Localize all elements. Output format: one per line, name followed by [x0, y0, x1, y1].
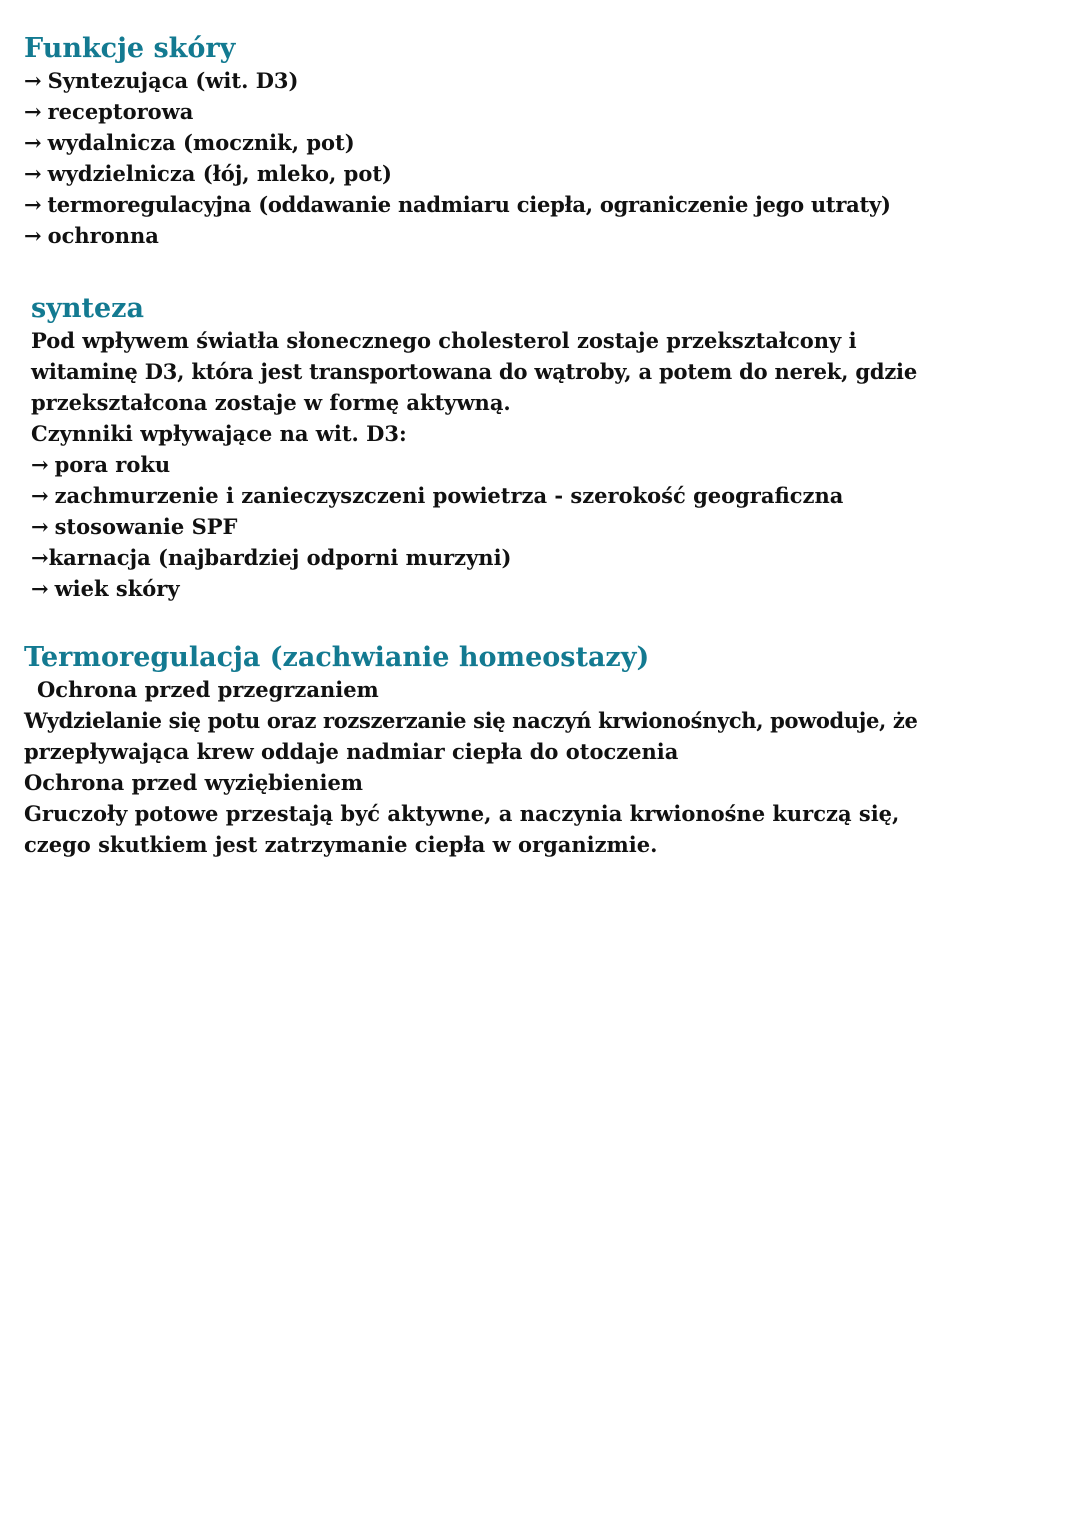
list-item-text: pora roku — [54, 452, 171, 477]
skin-functions-list — [24, 65, 1080, 251]
arrow-right-icon: → — [24, 161, 42, 186]
arrow-right-icon: → — [31, 514, 49, 539]
list-item-text: Syntezująca (wit. D3) — [47, 68, 299, 93]
paragraph-line: czego skutkiem jest zatrzymanie ciepła w organizmie. — [24, 832, 658, 857]
list-item — [24, 127, 1080, 158]
list-item-text: ochronna — [47, 223, 159, 248]
list-item — [31, 511, 1080, 542]
list-item — [31, 480, 1080, 511]
list-item-text: receptorowa — [47, 99, 194, 124]
paragraph-line: przepływająca krew oddaje nadmiar ciepła do otoczenia — [24, 739, 679, 764]
factors-title: Czynniki wpływające na wit. D3: — [31, 421, 407, 446]
cold-protection-text — [24, 798, 1080, 860]
paragraph-line: Wydzielanie się potu oraz rozszerzanie się naczyń krwionośnych, powoduje, że — [24, 708, 918, 733]
arrow-right-icon: → — [31, 545, 49, 570]
list-item — [24, 189, 1080, 220]
paragraph-line: witaminę D3, która jest transportowana do wątroby, a potem do nerek, gdzie — [31, 359, 917, 384]
list-item-text: karnacja (najbardziej odporni murzyni) — [48, 545, 512, 570]
list-item — [24, 158, 1080, 189]
list-item — [24, 220, 1080, 251]
list-item-text: zachmurzenie i zanieczyszczeni powietrza - szerokość geograficzna — [54, 483, 844, 508]
arrow-right-icon: → — [31, 452, 49, 477]
section-synthesis — [31, 292, 1080, 604]
list-item — [31, 573, 1080, 604]
section-title-thermoregulation: Termoregulacja (zachwianie homeostazy) — [24, 642, 650, 673]
overheat-protection-title: Ochrona przed przegrzaniem — [37, 677, 379, 702]
factors-list — [31, 449, 1080, 604]
arrow-right-icon: → — [24, 130, 42, 155]
paragraph-line: przekształcona zostaje w formę aktywną. — [31, 390, 511, 415]
list-item — [31, 542, 1080, 573]
list-item — [31, 449, 1080, 480]
arrow-right-icon: → — [24, 223, 42, 248]
list-item-text: termoregulacyjna (oddawanie nadmiaru ciepła, ograniczenie jego utraty) — [47, 192, 891, 217]
overheat-protection-text — [24, 705, 1080, 767]
arrow-right-icon: → — [24, 99, 42, 124]
section-title-skin-functions: Funkcje skóry — [24, 33, 236, 64]
list-item-text: stosowanie SPF — [54, 514, 238, 539]
list-item-text: wydzielnicza (łój, mleko, pot) — [47, 161, 392, 186]
arrow-right-icon: → — [24, 192, 42, 217]
section-title-synthesis: synteza — [31, 293, 144, 324]
arrow-right-icon: → — [31, 483, 49, 508]
cold-protection-title: Ochrona przed wyziębieniem — [24, 770, 364, 795]
arrow-right-icon: → — [31, 576, 49, 601]
arrow-right-icon: → — [24, 68, 42, 93]
list-item-text: wydalnicza (mocznik, pot) — [47, 130, 355, 155]
list-item — [24, 96, 1080, 127]
paragraph-line: Pod wpływem światła słonecznego cholesterol zostaje przekształcony i — [31, 328, 857, 353]
paragraph-line: Gruczoły potowe przestają być aktywne, a naczynia krwionośne kurczą się, — [24, 801, 900, 826]
section-thermoregulation — [24, 641, 1080, 860]
section-skin-functions — [24, 32, 1080, 251]
list-item-text: wiek skóry — [54, 576, 180, 601]
synthesis-paragraph — [31, 325, 1080, 418]
list-item — [24, 65, 1080, 96]
